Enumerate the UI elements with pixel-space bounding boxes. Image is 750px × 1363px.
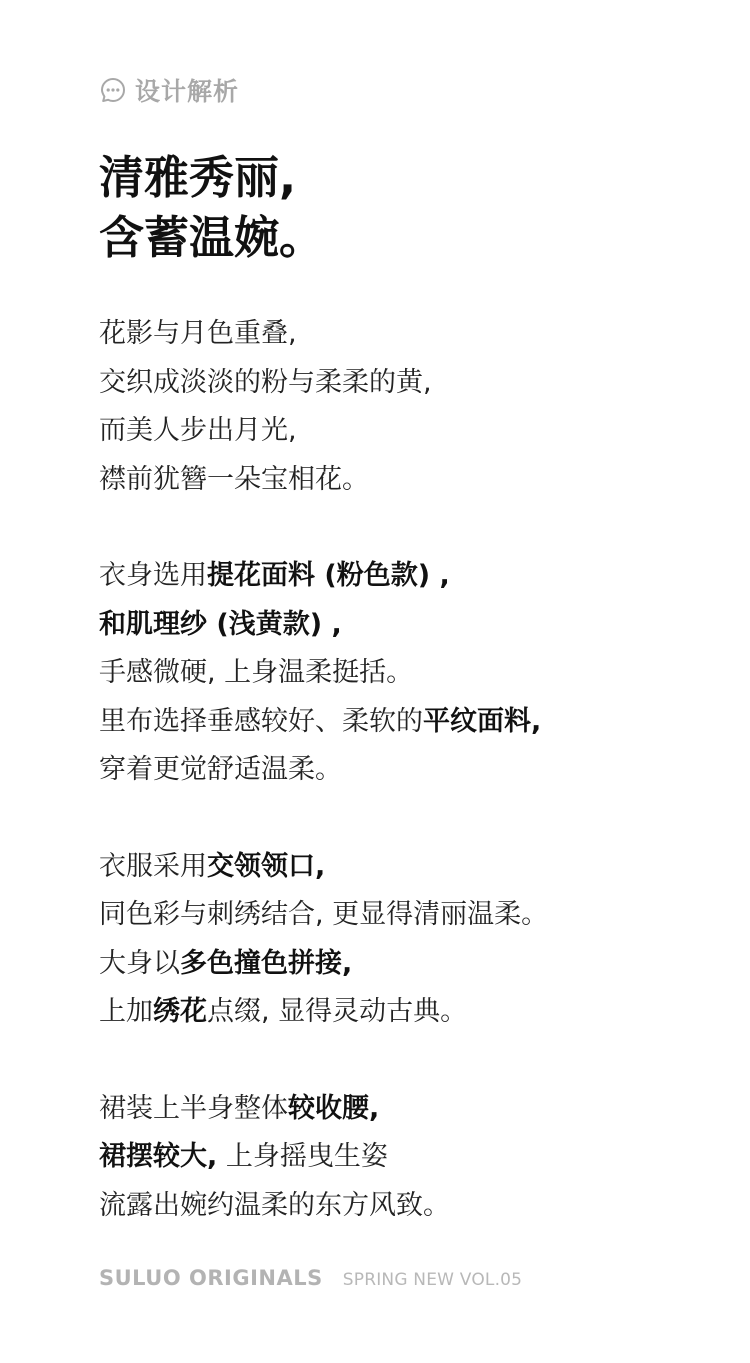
text-run: 衣身选用 [99, 560, 207, 591]
text-line [99, 407, 719, 456]
text-run: 大身以 [99, 947, 180, 979]
brand-name: SULUO ORIGINALS [99, 1266, 323, 1290]
paragraph-gap [99, 795, 719, 843]
text-run: 穿着更觉舒适温柔。 [99, 754, 342, 785]
text-line [99, 843, 719, 892]
highlight-text: 和肌理纱 (浅黄款) , [99, 608, 342, 640]
paragraph [99, 1085, 719, 1231]
text-run: 交织成淡淡的粉与柔柔的黄, [99, 366, 432, 398]
paragraph-gap [99, 504, 719, 552]
text-run: 点缀, 显得灵动古典。 [207, 996, 468, 1027]
highlight-text: 较收腰, [288, 1092, 380, 1124]
text-run: 而美人步出月光, [99, 415, 297, 446]
text-line [99, 988, 719, 1037]
text-line [99, 1085, 719, 1134]
chat-bubble-icon [99, 76, 127, 104]
text-run: 上加 [99, 996, 153, 1027]
paragraph [99, 552, 719, 795]
text-line [99, 698, 719, 747]
text-line [99, 891, 719, 940]
text-run: 上身摇曳生姿 [217, 1141, 388, 1172]
page-title [99, 148, 699, 268]
text-run: 襟前犹簪一朵宝相花。 [99, 463, 369, 495]
text-run: 同色彩与刺绣结合, 更显得清丽温柔。 [99, 899, 549, 930]
text-line [99, 1182, 719, 1231]
highlight-text: 多色撞色拼接, [180, 947, 353, 979]
edition-label: SPRING NEW VOL.05 [342, 1270, 523, 1290]
paragraph-gap [99, 1037, 719, 1085]
paragraph [99, 310, 719, 504]
highlight-text: 提花面料 (粉色款) , [207, 560, 450, 591]
section-label-text: 设计解析 [135, 77, 240, 106]
footer [99, 1266, 522, 1294]
text-line [99, 649, 719, 698]
description-body [99, 310, 719, 1230]
text-line [99, 359, 719, 408]
text-run: 手感微硬, 上身温柔挺括。 [99, 657, 414, 688]
text-run: 里布选择垂感较好、柔软的 [99, 705, 423, 737]
text-run: 衣服采用 [99, 850, 207, 882]
title-line-1: 清雅秀丽, [99, 151, 297, 204]
text-line [99, 940, 719, 989]
text-run: 裙装上半身整体 [99, 1092, 288, 1124]
text-line [99, 456, 719, 505]
text-line [99, 310, 719, 359]
text-line [99, 1133, 719, 1182]
text-run: 流露出婉约温柔的东方风致。 [99, 1189, 450, 1221]
text-line [99, 552, 719, 601]
section-label [99, 72, 239, 108]
text-line [99, 601, 719, 650]
paragraph [99, 843, 719, 1037]
title-line-2: 含蓄温婉。 [99, 211, 325, 264]
highlight-text: 裙摆较大, [99, 1141, 218, 1172]
highlight-text: 交领领口, [207, 850, 326, 882]
highlight-text: 平纹面料, [423, 705, 542, 737]
text-run: 花影与月色重叠, [99, 318, 297, 349]
text-line [99, 746, 719, 795]
highlight-text: 绣花 [153, 996, 207, 1027]
